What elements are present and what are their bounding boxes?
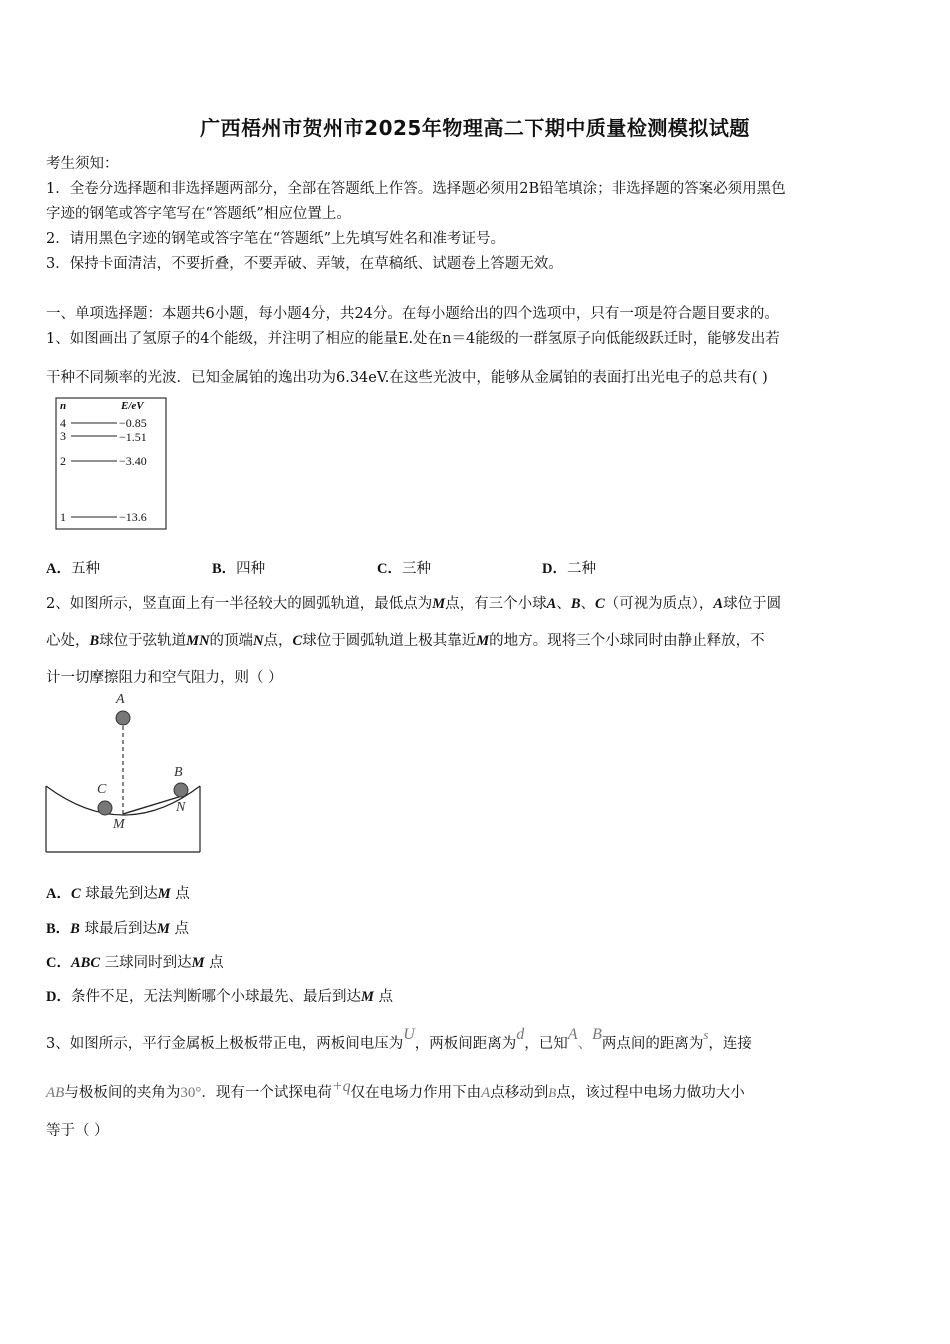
symbol-q: +q <box>331 1078 351 1095</box>
q2-text-line1 <box>46 592 781 613</box>
var-a: A <box>713 596 724 612</box>
var-m: M <box>432 596 446 612</box>
symbol-b: B <box>592 1026 602 1043</box>
q2-option-a[interactable] <box>46 882 190 903</box>
symbol-angle: 30° <box>180 1085 202 1101</box>
q3-text-line1 <box>46 1026 752 1053</box>
q2-text-line3: 计一切摩擦阻力和空气阻力，则（ ） <box>46 670 283 686</box>
text: 的顶端 <box>209 633 254 649</box>
q1-option-c[interactable] <box>377 557 431 578</box>
text: 球位于弦轨道 <box>99 633 187 649</box>
circular-track-diagram <box>44 694 204 856</box>
option-text: 球最先到达 <box>85 886 158 902</box>
level-n-2: 2 <box>60 454 66 468</box>
q1-option-d[interactable] <box>542 557 596 578</box>
text: 、 <box>580 596 595 612</box>
section-heading: 一、单项选择题：本题共6小题，每小题4分，共24分。在每小题给出的四个选项中，只有一项是符合题目要求的。 <box>46 306 779 322</box>
option-var2: M <box>156 921 170 937</box>
var-b: B <box>570 596 581 612</box>
notice-heading: 考生须知： <box>46 156 119 172</box>
option-var2: M <box>191 955 205 971</box>
text: 、 <box>577 1036 593 1052</box>
option-tail: 点 <box>378 989 393 1005</box>
level-e-4: −0.85 <box>119 416 147 430</box>
option-text: 五种 <box>70 561 100 577</box>
option-label: C． <box>46 955 71 971</box>
energy-level-diagram <box>55 397 167 530</box>
text: （可视为质点）， <box>604 596 714 612</box>
option-var: ABC <box>70 955 100 971</box>
var-b: B <box>89 633 100 649</box>
option-var2: M <box>157 886 171 902</box>
level-e-1: −13.6 <box>119 510 147 524</box>
text: 2、如图所示，竖直面上有一半径较大的圆弧轨道，最低点为 <box>46 596 433 612</box>
text: ，已知 <box>524 1036 568 1052</box>
var-c: C <box>594 596 605 612</box>
energy-header-n: n <box>60 400 67 412</box>
notice-item-2: 2．请用黑色字迹的钢笔或答字笔在“答题纸”上先填写姓名和准考证号。 <box>46 231 506 247</box>
q2-option-c[interactable] <box>46 951 224 972</box>
text: 、 <box>556 596 571 612</box>
option-label: C． <box>377 561 402 577</box>
option-label: B． <box>212 561 237 577</box>
notice-item-3: 3．保持卡面清洁，不要折叠，不要弄破、弄皱，在草稿纸、试题卷上答题无效。 <box>46 256 563 272</box>
text: 与极板间的夹角为 <box>64 1085 181 1101</box>
symbol-a: A <box>567 1026 578 1043</box>
option-label: A． <box>46 561 71 577</box>
symbol-ab: AB <box>46 1085 65 1101</box>
symbol-b: B <box>548 1085 557 1100</box>
notice-item-1-cont: 字迹的钢笔或答字笔写在“答题纸”相应位置上。 <box>46 206 351 222</box>
q2-option-b[interactable] <box>46 917 189 938</box>
option-text: 条件不足，无法判断哪个小球最先、最后到达 <box>70 989 361 1005</box>
page-title: 广西梧州市贺州市2025年物理高二下期中质量检测模拟试题 <box>200 116 750 140</box>
label-m: M <box>113 817 125 832</box>
symbol-d: d <box>516 1026 525 1043</box>
option-var: B <box>70 921 80 937</box>
text: ，连接 <box>708 1036 752 1052</box>
option-tail: 点 <box>174 921 189 937</box>
var-n: N <box>253 633 264 649</box>
level-n-4: 4 <box>60 416 66 430</box>
q2-option-d[interactable] <box>46 985 393 1006</box>
q2-text-line2 <box>46 629 765 650</box>
var-c: C <box>292 633 303 649</box>
option-var: C <box>70 886 81 902</box>
label-b: B <box>174 765 183 780</box>
text: ．现有一个试探电荷 <box>201 1085 332 1101</box>
text: 球位于圆 <box>723 596 782 612</box>
text: 心处， <box>46 633 90 649</box>
option-var2: M <box>360 989 374 1005</box>
option-label: D． <box>46 989 71 1005</box>
text: 点，有三个小球 <box>445 596 547 612</box>
text: 两点间的距离为 <box>601 1036 704 1052</box>
option-text: 球最后到达 <box>84 921 157 937</box>
level-n-3: 3 <box>60 429 66 443</box>
text: 点移动到 <box>490 1085 549 1101</box>
q1-option-b[interactable] <box>212 557 265 578</box>
option-tail: 点 <box>209 955 224 971</box>
text: ，两板间距离为 <box>414 1036 517 1052</box>
level-e-2: −3.40 <box>119 454 147 468</box>
symbol-u: U <box>403 1026 415 1043</box>
q1-text-line1: 1、如图画出了氢原子的4个能级，并注明了相应的能量E.处在n＝4能级的一群氢原子向低能级跃迁时，能够发出若 <box>46 331 780 347</box>
text: 的地方。现将三个小球同时由静止释放，不 <box>489 633 765 649</box>
option-label: B． <box>46 921 71 937</box>
q1-option-a[interactable] <box>46 557 100 578</box>
text: 点， <box>263 633 293 649</box>
q3-text-line2 <box>46 1078 745 1102</box>
option-text: 三种 <box>401 561 431 577</box>
text: 点，该过程中电场力做功大小 <box>556 1085 745 1101</box>
var-mn: MN <box>186 633 210 649</box>
label-c: C <box>97 782 107 797</box>
option-tail: 点 <box>175 886 190 902</box>
q1-text-line2: 干种不同频率的光波．已知金属铂的逸出功为6.34eV.在这些光波中，能够从金属铂的表面打出光电子的总共有( ) <box>46 370 768 386</box>
level-e-3: −1.51 <box>119 430 147 444</box>
option-label: A． <box>46 886 71 902</box>
var-a: A <box>546 596 557 612</box>
level-n-1: 1 <box>60 510 66 524</box>
option-text: 二种 <box>566 561 596 577</box>
label-n: N <box>176 800 186 815</box>
option-label: D． <box>542 561 567 577</box>
text: 3、如图所示，平行金属板上极板带正电，两板间电压为 <box>46 1036 404 1052</box>
option-text: 三球同时到达 <box>104 955 192 971</box>
symbol-s: s <box>703 1027 709 1042</box>
option-text: 四种 <box>236 561 266 577</box>
energy-header-e: E/eV <box>121 400 144 412</box>
text: 球位于圆弧轨道上极其靠近 <box>302 633 477 649</box>
var-m: M <box>476 633 490 649</box>
q3-text-line3: 等于（ ） <box>46 1123 109 1139</box>
notice-item-1: 1．全卷分选择题和非选择题两部分，全部在答题纸上作答。选择题必须用2B铅笔填涂；非选择题的答案必须用黑色 <box>46 181 786 197</box>
label-a: A <box>116 692 125 707</box>
text: 仅在电场力作用下由 <box>350 1085 482 1101</box>
symbol-a: A <box>481 1085 491 1101</box>
